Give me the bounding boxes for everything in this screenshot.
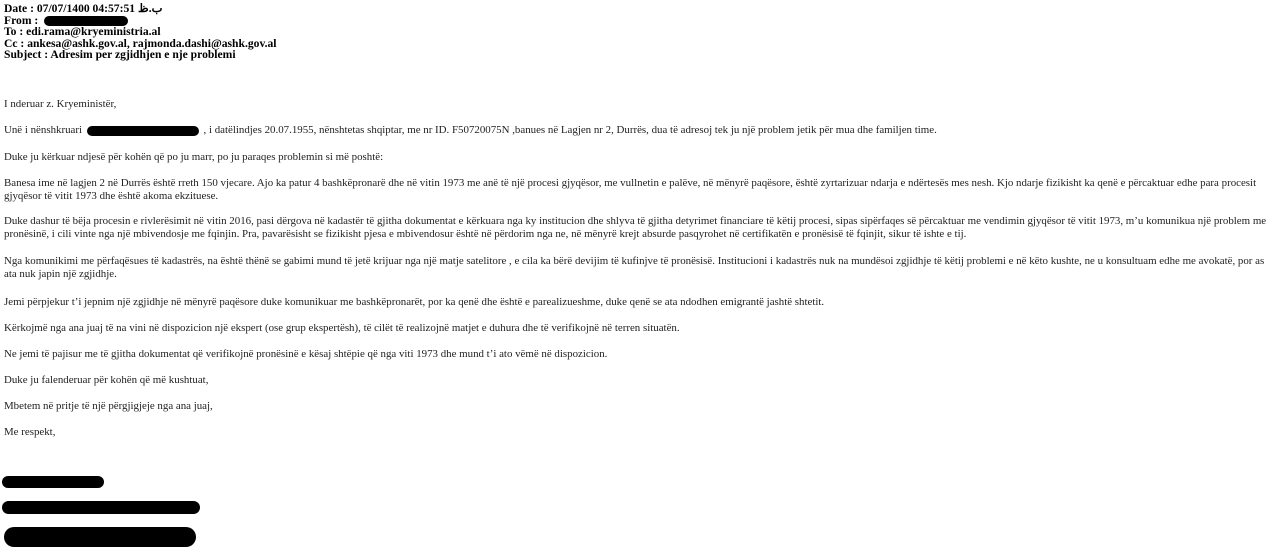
paragraph-coowners: Jemi përpjekur t’i jepnim një zgjidhje në mënyrë paqësore duke komunikuar me bashkëpronarët, por ka qenë dhe është e parealizueshme, duke qenë se ata ndodhen emigrantë jashtë shtetit. bbox=[4, 296, 825, 308]
paragraph-property: Banesa ime në lagjen 2 në Durrës është rreth 150 vjecare. Ajo ka patur 4 bashkëpronarë dhe në vitin 1973 me anë të një procesi gjyqësor, me vullnetin e palëve, në mënyrë paqësore, është zyrtarizuar ndarja e ndërtesës mes nesh. Kjo ndarje fizikisht ka qenë e përcaktuar edhe para procesit gjyqësor të vitit 1973 dhe është akoma ekzituese. bbox=[4, 177, 1257, 203]
cc-label: Cc : bbox=[4, 36, 25, 50]
to-label: To : bbox=[4, 25, 24, 39]
paragraph-closing: Me respekt, bbox=[4, 426, 56, 438]
cc-value: ankesa@ashk.gov.al, rajmonda.dashi@ashk.gov.al bbox=[27, 36, 277, 50]
date-line bbox=[4, 3, 277, 15]
paragraph-apology: Duke ju kërkuar ndjesë për kohën që po ju marr, po ju paraqes problemin si më poshtë: bbox=[4, 151, 384, 163]
date-value: 07/07/1400 04:57:51 ب.ظ bbox=[36, 2, 163, 15]
paragraph-documents: Ne jemi të pajisur me të gjitha dokumentat që verifikojnë pronësinë e kësaj shtëpie që nga viti 1973 dhe mund t’i ato vëmë në dispozicion. bbox=[4, 348, 608, 360]
to-value: edi.rama@kryeministria.al bbox=[26, 25, 161, 39]
paragraph-awaiting: Mbetem në pritje të një përgjigjeje nga ana juaj, bbox=[4, 400, 213, 412]
paragraph-thanks: Duke ju falenderuar për kohën që më kushtuat, bbox=[4, 374, 209, 386]
redacted-contact bbox=[4, 527, 196, 547]
date-label: Date : bbox=[4, 2, 34, 15]
paragraph-intro bbox=[4, 124, 1276, 137]
paragraph-request: Kërkojmë nga ana juaj të na vini në dispozicion një ekspert (ose grup ekspertësh), të cilët të realizojnë matjet e duhura dhe të verifikojnë në terren situatën. bbox=[4, 322, 680, 334]
intro-after: , i datëlindjes 20.07.1955, nënshtetas shqiptar, me nr ID. F50720075N ,banues në Lagjen nr 2, Durrës, dua të adresoj tek ju një problem jetik për mua dhe familjen time. bbox=[203, 124, 937, 136]
subject-value: Adresim per zgjidhjen e nje problemi bbox=[50, 48, 236, 62]
subject-line bbox=[4, 49, 277, 61]
intro-before: Unë i nënshkruari bbox=[4, 124, 83, 136]
redacted-phone bbox=[2, 501, 200, 514]
redacted-signature-name bbox=[2, 476, 104, 488]
from-label: From : bbox=[4, 13, 39, 27]
paragraph-cadastre: Nga komunikimi me përfaqësues të kadastrës, na është thënë se gabimi mund të jetë krijuar nga një matje satelitore , e cila ka bërë devijim të kufinjve të pronësisë. Institucioni i kadastrës nuk na mundësoi zgjidhje të këtij problemi e në këto kushte, ne u konsultuam edhe me avokatë, por as ata nuk japin një zgjidhje. bbox=[4, 255, 1265, 281]
email-header bbox=[4, 3, 277, 61]
subject-label: Subject : bbox=[4, 48, 49, 62]
greeting: I nderuar z. Kryeministër, bbox=[4, 98, 117, 110]
redacted-name bbox=[87, 126, 199, 136]
paragraph-revaluation: Duke dashur të bëja procesin e rivlerësimit në vitin 2016, pasi dërgova në kadastër të gjitha dokumentat e kërkuara nga ky institucion dhe shlyva të gjitha detyrimet financiare të këtij procesi, sipas sipërfaqes së përcaktuar me vendimin gjyqësor të vitit 1973, m’u komunikua një problem me pronësinë, i cili vinte nga një mbivendosje me fqinjin. Pra, pavarësisht se fizikisht pjesa e mbivendosur është në përdorim nga ne, në mënyrë krejt absurde pasqyrohet në certifikatën e pronësisë të fqinjit, sikur të ishte e tij. bbox=[4, 215, 1267, 241]
